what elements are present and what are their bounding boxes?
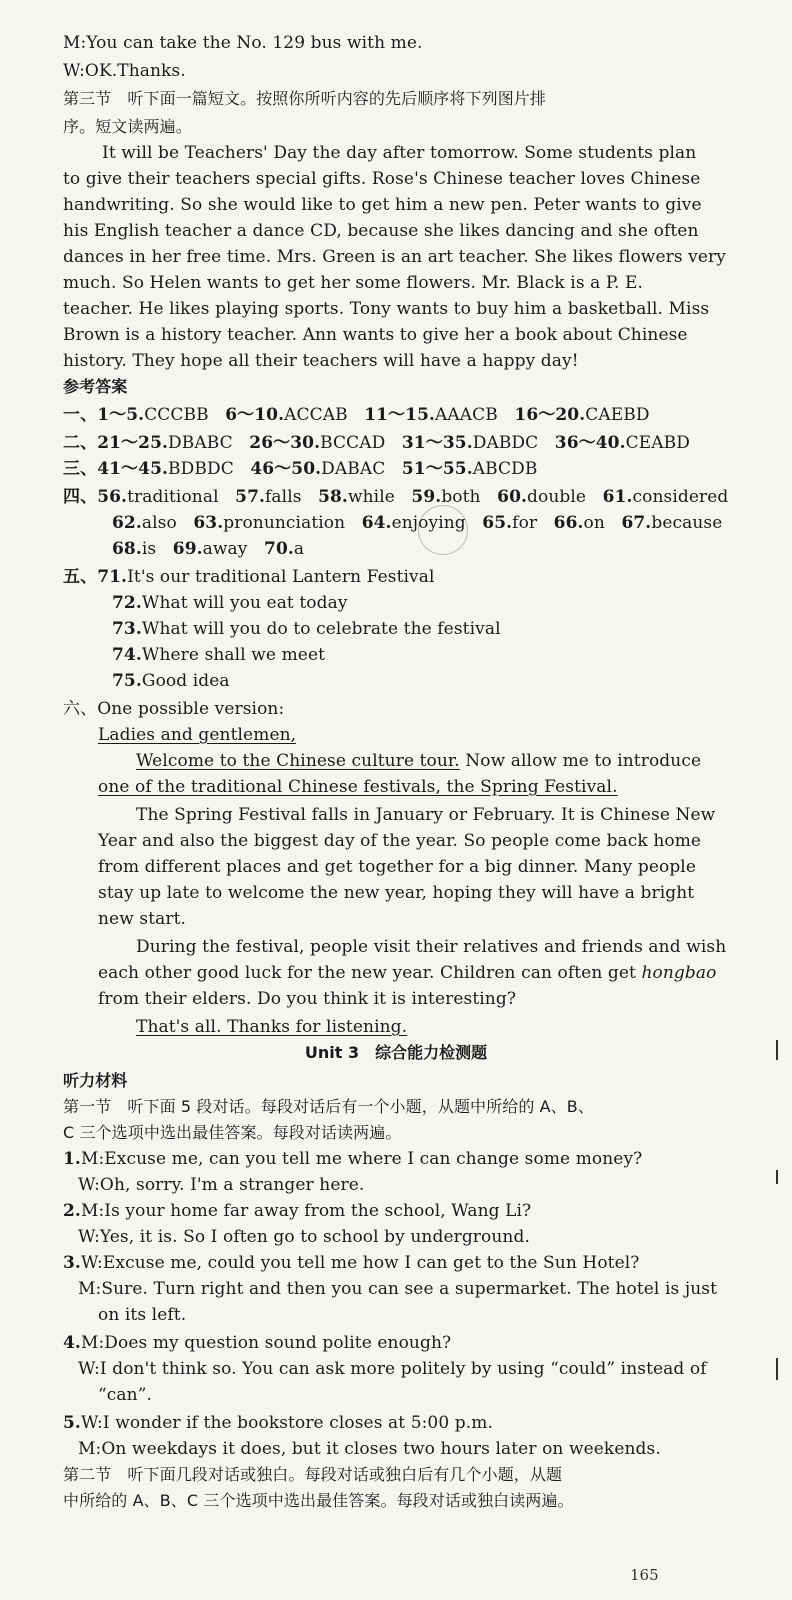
answer-number: 五、71. [63, 567, 128, 587]
essay-line: Year and also the biggest day of the year. So people come back home [98, 831, 702, 851]
answer-number: 69. [172, 539, 203, 559]
answer-value: traditional [127, 487, 219, 507]
dialog-text: W:Excuse me, could you tell me how I can get to the Sun Hotel? [80, 1253, 640, 1273]
answer-value: because [651, 513, 723, 533]
answer-number: 59. [411, 487, 442, 507]
answer-value: DABAC [321, 459, 386, 479]
answer-value: for [512, 513, 538, 533]
section-heading: 第二节 听下面几段对话或独白。每段对话或独白后有几个小题，从题 [63, 1465, 563, 1484]
answer-number: 75. [112, 671, 142, 691]
answer-value: AAACB [435, 405, 498, 425]
answer-number: 36～40. [554, 433, 626, 453]
answer-row-5 [112, 642, 772, 668]
dialog-line: W:Yes, it is. So I often go to school by underground. [78, 1227, 530, 1247]
answer-row-5 [112, 616, 772, 642]
section-heading: C 三个选项中选出最佳答案。每段对话读两遍。 [63, 1123, 402, 1142]
answer-value: falls [265, 487, 302, 507]
margin-mark [776, 1040, 778, 1060]
dialog-line: M:You can take the No. 129 bus with me. [63, 33, 423, 53]
margin-mark [776, 1170, 778, 1184]
passage-line: handwriting. So she would like to get him a new pen. Peter wants to give [63, 195, 702, 215]
passage-line: It will be Teachers' Day the day after tomorrow. Some students plan [102, 143, 697, 163]
passage-line: his English teacher a dance CD, because she likes dancing and she often [63, 221, 699, 241]
answer-number: 46～50. [250, 459, 322, 479]
dialog-number: 4. [63, 1333, 81, 1353]
answer-number: 11～15. [364, 405, 436, 425]
essay-line: one of the traditional Chinese festivals, the Spring Festival. [98, 777, 618, 797]
answer-number: 62. [112, 513, 142, 533]
passage-line: teacher. He likes playing sports. Tony wants to buy him a basketball. Miss [63, 299, 710, 319]
dialog-line: M:Sure. Turn right and then you can see a supermarket. The hotel is just [78, 1279, 718, 1299]
answer-value: What will you do to celebrate the festival [141, 619, 501, 639]
answer-number: 63. [193, 513, 224, 533]
essay-line: from their elders. Do you think it is interesting? [98, 989, 517, 1009]
answer-number: 60. [497, 487, 528, 507]
dialog-line: M:On weekdays it does, but it closes two hours later on weekends. [78, 1439, 661, 1459]
watermark-logo [622, 1492, 772, 1582]
dialog-line: W:OK.Thanks. [63, 61, 186, 81]
passage-line: dances in her free time. Mrs. Green is an art teacher. She likes flowers very [63, 247, 726, 267]
page-number: 165 [630, 1566, 659, 1584]
answer-value: CAEBD [585, 405, 650, 425]
dialog-line [63, 1410, 723, 1436]
answer-number: 65. [482, 513, 513, 533]
answer-value: pronunciation [223, 513, 346, 533]
dialog-number: 2. [63, 1201, 81, 1221]
answer-value: a [293, 539, 305, 559]
section-heading: 中所给的 A、B、C 三个选项中选出最佳答案。每段对话或独白读两遍。 [63, 1491, 574, 1510]
answer-value: It's our traditional Lantern Festival [127, 567, 435, 587]
passage-line: Brown is a history teacher. Ann wants to give her a book about Chinese [63, 325, 688, 345]
essay-line: During the festival, people visit their relatives and friends and wish [136, 937, 727, 957]
answer-value: ABCDB [472, 459, 538, 479]
essay-text: Now allow me to introduce [459, 751, 702, 771]
passage-line: much. So Helen wants to get her some flowers. Mr. Black is a P. E. [63, 273, 644, 293]
answer-value: also [141, 513, 177, 533]
dialog-text: M:Excuse me, can you tell me where I can change some money? [80, 1149, 643, 1169]
answer-row-1 [63, 402, 723, 428]
listening-heading: 听力材料 [63, 1071, 128, 1090]
passage-line: history. They hope all their teachers will have a happy day! [63, 351, 579, 371]
dialog-number: 5. [63, 1413, 81, 1433]
answer-row-5 [63, 564, 723, 590]
stamp-mark [418, 505, 468, 555]
answer-value: considered [632, 487, 729, 507]
dialog-line: on its left. [98, 1305, 187, 1325]
answer-row-5 [112, 590, 772, 616]
essay-closing: That's all. Thanks for listening. [136, 1017, 408, 1037]
answer-value: double [527, 487, 587, 507]
essay-underlined: Welcome to the Chinese culture tour. [136, 751, 460, 771]
answer-value: BCCAD [320, 433, 386, 453]
answer-number: 64. [361, 513, 392, 533]
answer-row-5 [112, 668, 772, 694]
answer-number: 72. [112, 593, 142, 613]
answer-number: 58. [318, 487, 348, 507]
dialog-line [63, 1330, 723, 1356]
answer-number: 68. [112, 539, 142, 559]
answer-number: 66. [553, 513, 584, 533]
answer-value: is [141, 539, 157, 559]
answer-number: 73. [112, 619, 142, 639]
dialog-line: “can”. [98, 1385, 152, 1405]
dialog-line [63, 1250, 723, 1276]
answers-heading: 参考答案 [63, 377, 128, 396]
answer-value: ACCAB [284, 405, 348, 425]
dialog-text: M:Does my question sound polite enough? [80, 1333, 452, 1353]
section-heading: 第一节 听下面 5 段对话。每段对话后有一个小题，从题中所给的 A、B、 [63, 1097, 594, 1116]
answer-value: away [202, 539, 248, 559]
answer-number: 70. [264, 539, 294, 559]
answer-row-4a [63, 484, 729, 510]
answer-value: Good idea [141, 671, 230, 691]
answer-value: enjoying [391, 513, 466, 533]
essay-line: The Spring Festival falls in January or February. It is Chinese New [136, 805, 716, 825]
answer-value: on [583, 513, 605, 533]
answer-number: 二、21～25. [63, 433, 169, 453]
essay-line [98, 960, 758, 986]
section-heading: 序。短文读两遍。 [63, 117, 192, 136]
answer-number: 51～55. [401, 459, 473, 479]
answer-value: What will you eat today [141, 593, 348, 613]
dialog-number: 1. [63, 1149, 81, 1169]
answer-value: BDBDC [168, 459, 234, 479]
section-heading: 第三节 听下面一篇短文。按照你所听内容的先后顺序将下列图片排 [63, 89, 547, 108]
dialog-line [63, 1146, 723, 1172]
answer-row-3 [63, 456, 723, 482]
answer-number: 67. [621, 513, 652, 533]
answer-value: DBABC [168, 433, 233, 453]
answer-number: 61. [602, 487, 633, 507]
essay-line: stay up late to welcome the new year, hoping they will have a bright [98, 883, 695, 903]
answer-number: 31～35. [401, 433, 473, 453]
unit-title: Unit 3 综合能力检测题 [304, 1043, 488, 1062]
dialog-line [63, 1198, 723, 1224]
essay-text: each other good luck for the new year. Children can often get [98, 963, 642, 983]
essay-line [136, 748, 792, 774]
answer-value: Where shall we meet [141, 645, 326, 665]
answer-number: 四、56. [63, 487, 128, 507]
essay-italic: hongbao [641, 963, 717, 983]
dialog-text: M:Is your home far away from the school, Wang Li? [80, 1201, 532, 1221]
dialog-line: W:I don't think so. You can ask more politely by using “could” instead of [78, 1359, 707, 1379]
margin-mark [776, 1358, 778, 1380]
answer-number: 三、41～45. [63, 459, 169, 479]
answer-value: CEABD [625, 433, 690, 453]
dialog-number: 3. [63, 1253, 81, 1273]
answer-number: 57. [235, 487, 266, 507]
essay-greeting: Ladies and gentlemen, [98, 725, 297, 745]
answer-number: 74. [112, 645, 142, 665]
answer-number: 一、1～5. [63, 405, 145, 425]
answer-value: DABDC [472, 433, 539, 453]
answer-number: 26～30. [249, 433, 321, 453]
answer-row-2 [63, 430, 723, 456]
essay-line: from different places and get together for a big dinner. Many people [98, 857, 697, 877]
answer-row-6: 六、One possible version: [63, 699, 285, 719]
answer-number: 6～10. [225, 405, 285, 425]
answer-value: both [441, 487, 481, 507]
answer-number: 16～20. [514, 405, 586, 425]
answer-value: CCCBB [144, 405, 209, 425]
answer-value: while [347, 487, 395, 507]
dialog-text: W:I wonder if the bookstore closes at 5:00 p.m. [80, 1413, 493, 1433]
passage-line: to give their teachers special gifts. Rose's Chinese teacher loves Chinese [63, 169, 701, 189]
essay-line: new start. [98, 909, 187, 929]
dialog-line: W:Oh, sorry. I'm a stranger here. [78, 1175, 365, 1195]
